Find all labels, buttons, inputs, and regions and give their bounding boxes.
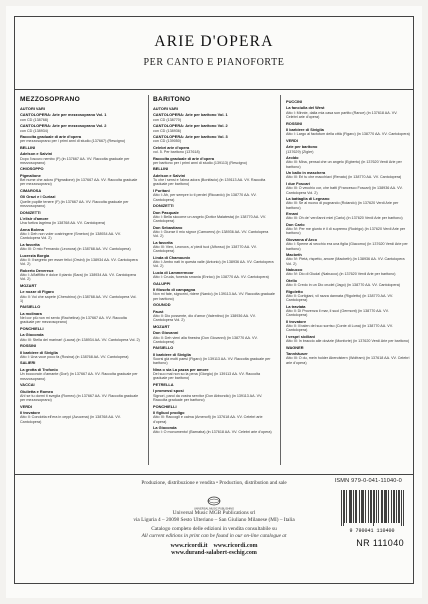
entry-description: Atto I: O monumento! (Barnaba) (in 137618 AA. VV. Celebri arie d'opera) — [153, 430, 272, 435]
entry-title: CANTOLOPERA: Arie per mezzosoprano Vol. 1 — [20, 112, 107, 118]
entry-title: Il trovatore — [20, 410, 41, 416]
catalog-entry — [153, 189, 275, 202]
catalog-entry — [286, 238, 410, 251]
barcode-bar — [399, 490, 400, 523]
catalog-entry — [20, 405, 140, 409]
catalog-entry — [153, 174, 275, 187]
entry-title: PETRELLA — [153, 381, 174, 387]
catalog-entry — [153, 383, 275, 387]
barcode-bar — [373, 490, 374, 526]
catalog-entry — [20, 189, 140, 193]
entry-title: Nabucco — [286, 267, 303, 273]
catalog-entry — [153, 241, 275, 254]
barcode-bar — [376, 490, 377, 523]
entry-title: GOUNOD — [153, 302, 171, 308]
barcode-bar — [346, 490, 347, 523]
barcode-bar — [388, 490, 389, 523]
catalog-entry — [153, 426, 275, 435]
entry-description: Atto III: Stella del marinar! (Laura) (in 138934 AA. VV. Cantolopera Vol. 2) — [20, 337, 140, 342]
barcode-bar — [349, 490, 350, 523]
entry-title: VERDI — [20, 403, 32, 409]
catalog-entry — [286, 212, 410, 221]
entry-title: Giulietta e Romeo — [20, 388, 54, 394]
catalog-entry — [20, 195, 140, 208]
entry-title: VERDI — [286, 137, 298, 143]
entry-title: Il trovatore — [286, 318, 307, 324]
header-divider — [14, 89, 414, 90]
entry-title: CANTOLOPERA: Arie per mezzosoprano Vol. 2 — [20, 123, 107, 129]
barcode-bar — [359, 490, 360, 523]
catalog-entry — [153, 303, 275, 307]
entry-description: Scorsi già molti paesi (Figaro) (in 139113 AA. VV. Raccolta graduale per baritono) — [153, 357, 271, 366]
entry-description: Atto III: Eri tu che macchiavi (Renato) (in 138770 AA. VV. Cantolopera) — [286, 175, 402, 180]
catalog-note-en: All current editions in print can be found in our on-line catalogue at — [141, 533, 287, 539]
entry-title: Linda di Chamounix — [153, 254, 191, 260]
catalog-entry — [20, 152, 140, 165]
catalog-entry — [20, 290, 140, 303]
entry-description: Atto II: Voi che sapete (Cherubino) (in 138768 AA. VV. Cantolopera Vol. 1) — [20, 294, 137, 303]
entry-title: Un ballo in maschera — [286, 170, 326, 176]
catalog-entry — [153, 411, 275, 424]
entry-description: Atto I: All'afflitto è dolce il pianto (Sara) (in 138934 AA. VV. Cantolopera Vol. 2) — [20, 273, 136, 282]
entry-title: SALIERI — [20, 360, 36, 366]
catalog-entry — [20, 361, 140, 365]
entry-description: con CD (138770) — [153, 117, 182, 122]
page-header — [14, 16, 414, 89]
entry-title: ROSSINI — [286, 120, 302, 126]
barcode-bar — [374, 490, 375, 523]
catalog-entry — [20, 146, 140, 150]
entry-description: Atto III: O vecchio cor, che batti (Francesco Foscari) (in 138936 AA. VV. Cantolopera Vol. 2) — [286, 186, 403, 195]
entry-title: GALUPPI — [153, 280, 171, 286]
entry-title: Don Carlo — [286, 221, 305, 227]
catalog-entry — [153, 157, 275, 166]
catalog-entry — [153, 288, 275, 301]
catalog-entry — [286, 197, 410, 210]
entry-description: Atto III: In braccio alle dovizie (Monforte) (in 137620 Verdi Arie per baritono) — [286, 339, 410, 344]
entry-description: Atto I: Largo al factotum della città (Figaro) (in 138770 AA. VV. Cantolopera) — [286, 132, 410, 137]
entry-title: BELLINI — [20, 144, 36, 150]
entry-title: Il barbiere di Siviglia — [153, 351, 191, 357]
entry-description: Atto IV: Per me giunto è il dì supremo (Rodrigo) (in 137620 Verdi Arie per baritono) — [286, 227, 406, 236]
catalog-entry — [20, 383, 140, 387]
catalog-entry — [20, 411, 140, 424]
entry-description: Atto I: Ah, per sempre io ti perdei (Riccardo) (in 138770 AA. VV. Cantolopera) — [153, 193, 257, 202]
entry-title: MOZART — [20, 282, 37, 288]
catalog-entry — [153, 135, 275, 144]
catalog-entry — [286, 346, 410, 350]
catalog-entry — [20, 351, 140, 360]
column-heading: MEZZOSOPRANO — [20, 96, 81, 103]
catalog-entry — [153, 113, 275, 122]
catalog-entry — [20, 113, 140, 122]
entry-description: per baritono per i primi anni di studio (139113) (Rescigno) — [153, 160, 248, 165]
entry-title: Giovanna d'Arco — [286, 236, 317, 242]
entry-title: VACCAI — [20, 382, 35, 388]
catalog-entry — [286, 171, 410, 180]
entry-description: con CD (138768) — [20, 117, 49, 122]
catalog-entry — [20, 124, 140, 133]
url-ricordi-it[interactable]: www.ricordi.it — [170, 543, 208, 549]
catalog-entry — [286, 122, 410, 126]
catalog-entry — [286, 352, 410, 365]
entry-description: Atto III: Oh de' verd'anni miei (Carlo) (in 137620 Verdi Arie per baritono) — [286, 216, 403, 221]
entry-description: Atto I: Minnie, dalla mia casa son partito (Rance) (in 137618 AA. VV. Celebri arie d'opera) — [286, 110, 398, 120]
catalog-entry — [286, 253, 410, 266]
entry-description: Nel cor più non mi sento (Rachelina) (in 137667 AA. VV. Raccolta graduale per mezzosoprano) — [20, 316, 127, 325]
entry-description: Atto I: Cruda, funesta smania (Enrico) (in 138770 AA. VV. Cantolopera) — [153, 275, 269, 280]
publisher-name: Universal Music MGB Publications srl — [172, 510, 256, 516]
entry-title: ROSSINI — [20, 343, 36, 349]
production-line: Produzione, distribuzione e vendita • Production, distribution and sale — [141, 480, 287, 486]
catalog-entry — [20, 333, 140, 342]
catalog-entry — [153, 146, 275, 155]
entry-title: PAISIELLO — [20, 304, 41, 310]
entry-title: Adelson e Salvini — [20, 151, 53, 157]
entry-description: Atto III: O mio Fernando (Leonora) (in 138768 AA. VV. Cantolopera) — [20, 247, 131, 252]
catalog-entry — [153, 226, 275, 239]
entry-title: CIMAROSA — [20, 187, 42, 193]
catalog-entry — [286, 139, 410, 143]
barcode-bar — [371, 490, 372, 523]
catalog-entry — [153, 282, 275, 286]
entry-description: Ah! se tu dormi ti sveglia (Romeo) (in 137667 AA. VV. Raccolta graduale per mezzosoprano) — [20, 393, 139, 403]
catalog-entry — [286, 305, 410, 318]
entry-title: La traviata — [286, 303, 306, 309]
catalog-entry — [153, 389, 275, 402]
entry-description: Atto II: Cortigiani, vil razza dannata (Rigoletto) (in 138770 AA. VV. Cantolopera) — [286, 293, 394, 303]
website-links — [74, 543, 354, 557]
entry-title: Roberto Devereux — [20, 267, 54, 273]
catalog-entry — [153, 310, 275, 323]
catalog-entry — [20, 312, 140, 325]
entry-title: PUCCINI — [286, 99, 302, 104]
entry-title: Tannhäuser — [286, 351, 308, 357]
publisher-address: via Liguria 4 – 20098 Sesto Ulteriano – San Giuliano Milanese (MI) – Italia — [133, 517, 295, 523]
entry-title: La Gioconda — [20, 332, 44, 338]
entry-title: Il figliuol prodigo — [153, 409, 185, 415]
catalog-entry — [20, 390, 140, 403]
entry-title: La fanciulla del West — [286, 105, 325, 111]
entry-title: BELLINI — [153, 166, 169, 172]
entry-title: I due Foscari — [286, 180, 310, 186]
catalog-entry — [153, 211, 275, 224]
publisher-block — [74, 510, 354, 557]
catalog-entry — [286, 106, 410, 119]
entry-description: Atto II: Il segreto per esser felici (Orsini) (in 138934 AA. VV. Cantolopera Vol. 2) — [20, 257, 138, 267]
catalog-entry — [20, 368, 140, 381]
barcode-bar — [341, 490, 342, 526]
catalog-note-it: Catalogo completo delle edizioni in vendita consultabile su — [151, 526, 277, 532]
entry-title: AUTORI VARI — [20, 106, 45, 111]
column-divider-1 — [148, 95, 149, 465]
entry-title: Lucia di Lammermoor — [153, 269, 194, 275]
catalog-entry — [20, 254, 140, 267]
catalog-entry — [286, 145, 410, 154]
entry-title: Rigoletto — [286, 288, 303, 294]
entry-description: Atto I: Bella siccome un angelo (Dottor Malatesta) (in 138770 AA. VV. Cantolopera) — [153, 214, 267, 224]
entry-title: I Puritani — [153, 187, 170, 193]
barcode-bar — [351, 490, 352, 523]
catalog-entry — [20, 269, 140, 282]
catalog-entry — [153, 107, 275, 111]
catalog-entry — [153, 325, 275, 329]
entry-description: Dopo l'oscuro nembo (F) (in 137667 AA. VV. Raccolta graduale per mezzosoprano) — [20, 156, 130, 165]
catalog-entry — [286, 156, 410, 169]
catalog-entry — [20, 174, 140, 187]
barcode-bar — [361, 490, 362, 523]
catalog-entry — [153, 256, 275, 269]
catalog-entry — [20, 135, 140, 144]
entry-title: Arie per baritono — [286, 144, 318, 150]
entry-description: Atto I: Giunse il mio signor (Camoens) (in 138936 AA. VV. Cantolopera Vol. 2) — [153, 229, 269, 239]
entry-title: Gli Orazi e i Curiazi — [20, 194, 56, 200]
barcode-bar — [368, 490, 369, 523]
entry-description: Atto I: Speme al vecchio era una figlia (Giacomo) (in 137620 Verdi Arie per baritono) — [286, 242, 408, 251]
catalog-entry — [20, 107, 140, 111]
catalog-entry — [286, 182, 410, 195]
entry-description: Una furtiva lagrima (in 138768 AA. VV. Cantolopera) — [20, 221, 106, 226]
entry-description: Atto III: Vien, Leonora, a' piedi tuoi (Alfonso) (in 138770 AA. VV. Cantolopera) — [153, 244, 257, 254]
entry-description: Atto II: Di Provenza il mar, il suol (Germont) (in 138770 AA. VV. Cantolopera) — [286, 309, 389, 318]
entry-title: Nina o sia La pazza per amore — [153, 366, 209, 372]
entry-description: Atto III: O du, mein holder Abendstern (Wolfram) (in 137618 AA. VV. Celebri arie d'opera) — [286, 356, 410, 365]
barcode-bar — [350, 490, 351, 523]
entry-title: PONCHIELLI — [153, 403, 177, 409]
entry-description: Non mi fate, signorini, ridere (Nardo) (in 139113 AA. VV. Raccolta graduale per baritono) — [153, 292, 275, 301]
barcode-bar — [384, 490, 385, 523]
catalog-entry — [20, 327, 140, 331]
entry-title: Le nozze di Figaro — [20, 289, 54, 295]
catalog-entry — [286, 279, 410, 288]
catalog-entry — [20, 211, 140, 215]
entry-title: CHIOSOPPO — [20, 166, 44, 172]
catalog-entry — [153, 346, 275, 350]
column-heading: BARITONO — [153, 96, 191, 103]
entry-description: vol. 5. Per baritono (137618) — [153, 150, 200, 155]
entry-description: Atto III: Mina, pensai che un angelo (Egberto) (in 137620 Verdi Arie per baritono) — [286, 160, 402, 169]
entry-title: La battaglia di Legnano — [286, 196, 330, 202]
catalog-entry — [20, 305, 140, 309]
barcode-bar — [356, 490, 357, 523]
barcode-bar — [382, 490, 383, 523]
entry-title: La Gioconda — [153, 425, 177, 431]
entry-title: Il barbiere di Siviglia — [286, 127, 324, 133]
page-title: ARIE D'OPERA — [154, 33, 274, 50]
entry-title: Pigmalione — [20, 172, 41, 178]
barcode-bar — [378, 490, 379, 523]
entry-description: Bel nume che adoro (Pigmalione) (in 137667 AA. VV. Raccolta graduale per mezzosoprano) — [20, 178, 138, 187]
barcode-bar — [386, 490, 387, 523]
entry-description: Atto II: Il balen del suo sorriso (Conte di Luna) (in 138770 AA. VV. Cantolopera) — [286, 324, 393, 333]
entry-title: Otello — [286, 277, 298, 283]
entry-title: DONIZETTI — [20, 209, 41, 215]
entry-list — [153, 107, 275, 435]
url-ricordi-com[interactable]: www.ricordi.com — [213, 543, 258, 549]
entry-description: Atto III: Raccogli e calma (Amenofi) (in 137618 AA. VV. Celebri arie d'opera) — [153, 415, 263, 424]
entry-title: AUTORI VARI — [153, 106, 178, 111]
catalog-entry — [286, 128, 410, 137]
barcode-bar — [403, 490, 404, 526]
entry-title: MOZART — [153, 323, 170, 329]
entry-list — [20, 107, 140, 424]
entry-title: Raccolta graduale di arie d'opera — [153, 155, 215, 161]
catalog-entry — [286, 335, 410, 344]
catalog-entry — [20, 228, 140, 241]
catalog-entry — [20, 167, 140, 171]
entry-title: Il filosofo di campagna — [153, 287, 196, 293]
barcode-bar — [362, 490, 363, 523]
catalog-entry — [20, 243, 140, 252]
entry-title: I vespri siciliani — [286, 333, 315, 339]
entry-description: (137629) (Zigler) — [286, 149, 314, 154]
entry-title: Aroldo — [286, 155, 299, 161]
entry-title: PAISIELLO — [153, 345, 174, 351]
entry-title: La favorita — [20, 241, 40, 247]
catalog-entry — [153, 353, 275, 366]
logo-text: UNIVERSAL MUSIC PUBLISHING — [193, 507, 235, 511]
entry-title: CANTOLOPERA: Arie per baritono Vol. 3 — [153, 134, 228, 140]
column-divider-2 — [280, 95, 281, 465]
entry-description: Del suo mal non so la pena (Giorgio) (in 139113 AA. VV. Raccolta graduale per baritono) — [153, 372, 260, 381]
catalog-entry — [153, 124, 275, 133]
entry-title: CANTOLOPERA: Arie per baritono Vol. 1 — [153, 112, 228, 118]
entry-description: Quelle pupille tenere (F) (in 137667 AA. VV. Raccolta graduale per mezzosoprano) — [20, 199, 129, 209]
entry-description: Atto I: Una voce poco fa (Rosina) (in 138768 AA. VV. Cantolopera) — [20, 354, 129, 359]
entry-description: Signori, parol da vostra servitor (Don Abbondio) (in 139113 AA. VV. Raccolta graduale per baritono) — [153, 393, 263, 403]
entry-description: con CD (139050) — [153, 139, 182, 144]
barcode-bar — [353, 490, 354, 523]
catalog-entry — [286, 268, 410, 277]
entry-title: Ernani — [286, 211, 299, 217]
barcode-bar — [396, 490, 397, 523]
catalog-entry — [20, 344, 140, 348]
entry-description: Tu che i sensi e l'alma adora (Bonifacio) (in 139113 AA. VV. Raccolta graduale per baritono) — [153, 178, 266, 187]
entry-title: Macbeth — [286, 252, 302, 258]
entry-title: Celebri arie d'opera — [153, 144, 190, 150]
entry-description: Atto I: Deh non voler costringere (Smeton) (in 138934 AA. VV. Cantolopera Vol. 2) — [20, 232, 121, 241]
barcode-bar — [385, 490, 386, 523]
entry-description: Atto II: Deh vieni alla finestra (Don Giovanni) (in 138770 AA. VV. Cantolopera) — [153, 335, 258, 344]
column-mezzosoprano — [20, 96, 140, 426]
entry-title: DONIZETTI — [153, 203, 174, 209]
entry-title: Don Giovanni — [153, 330, 179, 336]
entry-title: Lucrezia Borgia — [20, 252, 50, 258]
entry-description: per mezzosoprano per i primi anni di studio (137667) (Rescigno) — [20, 139, 126, 144]
entry-title: Faust — [153, 308, 164, 314]
entry-description: con CD (138934) — [20, 128, 49, 133]
barcode-bar — [344, 490, 345, 523]
column-baritono-continued — [286, 96, 410, 367]
catalog-entry — [153, 331, 275, 344]
entry-title: La favorita — [153, 239, 173, 245]
footer — [14, 474, 414, 584]
catalog-entry — [20, 284, 140, 288]
entry-title: PONCHIELLI — [20, 325, 44, 331]
entry-description: con CD (138936) — [153, 128, 182, 133]
entry-title: Anna Bolena — [20, 226, 44, 232]
catalog-entry — [153, 405, 275, 409]
barcode-bar — [365, 490, 366, 523]
entry-description: Atto IV: Pietà, rispetto, amore (Macbeth) (in 138936 AA. VV. Cantolopera Vol. 2) — [286, 257, 405, 266]
entry-title: La grotta di Trofonio — [20, 366, 58, 372]
isbn-number: ISMN 979-0-041-11040-0 — [334, 478, 402, 484]
entry-list — [286, 100, 410, 365]
catalog-entry — [286, 320, 410, 333]
barcode-bar — [401, 490, 402, 526]
barcode-bar — [393, 490, 394, 523]
catalog-entry — [286, 223, 410, 236]
barcode-bar — [343, 490, 344, 526]
barcode-bar — [381, 490, 382, 523]
page-subtitle: PER CANTO E PIANOFORTE — [143, 57, 285, 68]
entry-title: Don Pasquale — [153, 209, 179, 215]
column-baritono — [153, 96, 275, 437]
barcode-bar — [398, 490, 399, 523]
barcode-bar — [363, 490, 364, 523]
url-durand[interactable]: www.durand-salabert-eschig.com — [171, 550, 257, 556]
entry-title: Don Sebastiano — [153, 224, 183, 230]
catalog-entry — [153, 271, 275, 280]
barcode-bar — [391, 490, 392, 523]
barcode-number: 9 790041 110400 — [349, 528, 395, 534]
entry-description: Atto IV: Dio di Giuda! (Nabucco) (in 137620 Verdi Arie per baritono) — [286, 272, 396, 277]
entry-title: Raccolta graduale di arie d'opera — [20, 134, 82, 140]
catalog-number: NR 111040 — [356, 538, 404, 548]
entry-title: WAGNER — [286, 344, 304, 350]
entry-description: Atto II: Dio possente, dio d'amor (Valentino) (in 138936 AA. VV. Cantolopera Vol. 2) — [153, 313, 256, 323]
catalog-entry — [286, 100, 410, 104]
barcode-bar — [355, 490, 356, 523]
catalog-entry — [153, 368, 275, 381]
barcode-bar — [370, 490, 371, 523]
barcode-bar — [394, 490, 395, 523]
entry-title: Adelson e Salvini — [153, 172, 186, 178]
entry-title: L'elisir d'amore — [20, 216, 49, 221]
catalog-entry — [20, 217, 140, 226]
entry-description: Atto I: Ambo nati in questa valle (Antonio) (in 138936 AA. VV. Cantolopera Vol. 2) — [153, 260, 274, 269]
entry-description: Atto II: Credo in un Dio crudel (Jago) (in 138770 AA. VV. Cantolopera) — [286, 283, 401, 288]
entry-title: CANTOLOPERA: Arie per baritono Vol. 2 — [153, 123, 228, 129]
entry-title: La molinara — [20, 310, 42, 316]
catalog-entry — [286, 290, 410, 303]
entry-title: I promessi sposi — [153, 388, 184, 394]
barcode — [340, 488, 404, 534]
entry-title: Il barbiere di Siviglia — [20, 349, 58, 355]
entry-description: Un bocconcin d'amante (Dori) (in 137667 AA. VV. Raccolta graduale per mezzosoprano) — [20, 372, 138, 381]
entry-description: Atto III: Se al nuovo di pugnando (Rolando) (in 137620 Verdi Arie per baritono) — [286, 201, 399, 210]
entry-description: Atto II: Condotta ell'era in ceppi (Azucena) (in 138768 AA. VV. Cantolopera) — [20, 415, 121, 424]
catalog-entry — [153, 167, 275, 171]
catalog-entry — [153, 204, 275, 208]
